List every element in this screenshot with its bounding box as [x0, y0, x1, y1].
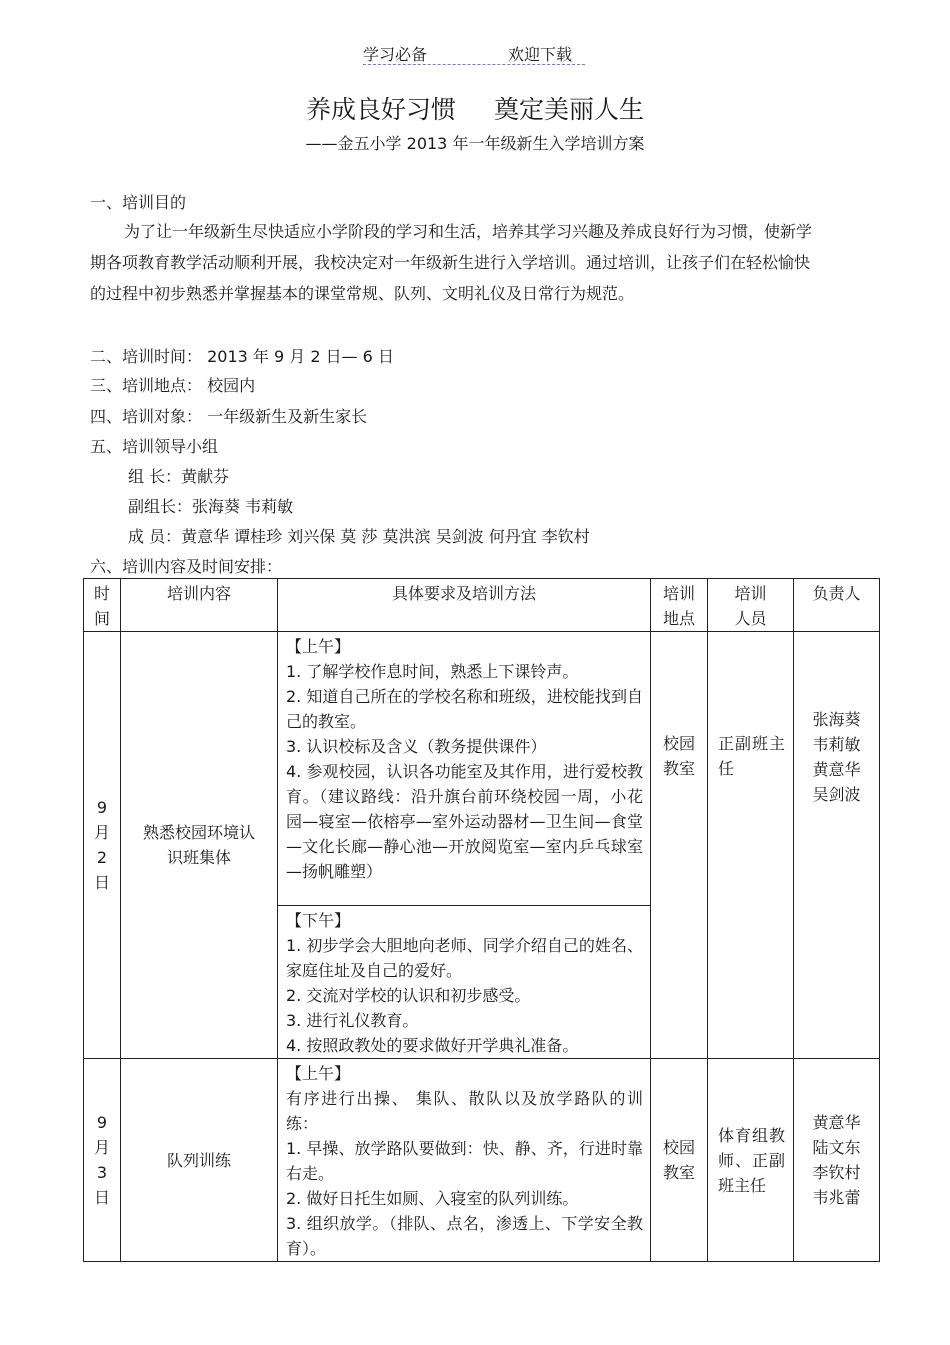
row2-owner: 黄意华 陆文东 李钦村 韦兆蕾	[794, 1059, 880, 1262]
row2-content: 队列训练	[121, 1059, 278, 1262]
header-content: 培训内容	[121, 579, 278, 632]
title-part1: 养成良好习惯	[305, 95, 456, 124]
header-left: 学习必备	[363, 45, 428, 64]
row1-place: 校园教室	[651, 632, 708, 1059]
header-divider	[363, 64, 585, 65]
header-right: 欢迎下载	[508, 45, 573, 64]
table-row	[84, 632, 880, 906]
row1-staff: 正副班主任	[708, 632, 794, 1059]
row2-place: 校园教室	[651, 1059, 708, 1262]
group-members: 成 员：黄意华 谭桂珍 刘兴保 莫 莎 莫洪滨 吴剑波 何丹宜 李钦村	[128, 527, 590, 546]
table-header-row	[84, 579, 880, 632]
section-2-time: 二、培训时间： 2013 年 9 月 2 日— 6 日	[90, 347, 394, 366]
section-4-target: 四、培训对象： 一年级新生及新生家长	[90, 407, 368, 426]
table-row	[84, 1059, 880, 1262]
section-5-heading: 五、培训领导小组	[90, 437, 219, 456]
header-owner: 负责人	[794, 579, 880, 632]
document-title	[0, 90, 950, 126]
schedule-table	[83, 578, 880, 1262]
group-vice-leader: 副组长：张海葵 韦莉敏	[128, 497, 294, 516]
header-time: 时间	[84, 579, 121, 632]
row1-date: 9月2日	[84, 632, 121, 1059]
header-staff: 培训人员	[708, 579, 794, 632]
title-part2: 奠定美丽人生	[494, 95, 645, 124]
section-1-text: 为了让一年级新生尽快适应小学阶段的学习和生活，培养其学习兴趣及养成良好行为习惯，使新学期各项教育教学活动顺利开展，我校决定对一年级新生进行入学培训。通过培训，让孩子们在轻松愉快的过程中初步熟悉并掌握基本的课堂常规、队列、文明礼仪及日常行为规范。	[90, 222, 813, 303]
section-6-heading: 六、培训内容及时间安排：	[90, 557, 283, 576]
row1-content: 熟悉校园环境认识班集体	[121, 632, 278, 1059]
group-leader: 组 长：黄献芬	[128, 467, 230, 486]
row1-afternoon: 【下午】 1. 初步学会大胆地向老师、同学介绍自己的姓名、家庭住址及自己的爱好。 2. 交流对学校的认识和初步感受。 3. 进行礼仪教育。 4. 按照政教处的要求做好开学典礼准备。	[278, 906, 651, 1059]
header-method: 具体要求及培训方法	[278, 579, 651, 632]
section-1-heading: 一、培训目的	[90, 193, 187, 212]
row2-morning: 【上午】 有序进行出操、 集队、散队以及放学路队的训练： 1. 早操、放学路队要做到：快、静、齐，行进时靠右走。 2. 做好日托生如厕、入寝室的队列训练。 3. 组织放学。（排队、点名，渗透上、下学安全教育）。	[278, 1059, 651, 1262]
document-subtitle: ——金五小学 2013 年一年级新生入学培训方案	[305, 134, 645, 153]
section-3-place: 三、培训地点： 校园内	[90, 376, 256, 395]
header-place: 培训地点	[651, 579, 708, 632]
row2-date: 9月3日	[84, 1059, 121, 1262]
row2-staff: 体育组教师、正副班主任	[708, 1059, 794, 1262]
row1-morning: 【上午】 1. 了解学校作息时间，熟悉上下课铃声。 2. 知道自己所在的学校名称和班级，进校能找到自己的教室。 3. 认识校标及含义（教务提供课件） 4. 参观校园，认识各功能室及其作用，进行爱校教育。（建议路线：沿升旗台前环绕校园一周，小花园—寝室—依榕亭—室外运动器材—卫生间—食堂—文化长廊—静心池—开放阅览室—室内乒乓球室—扬帆雕塑）	[278, 632, 651, 906]
row1-owner: 张海葵 韦莉敏 黄意华 吴剑波	[794, 632, 880, 1059]
